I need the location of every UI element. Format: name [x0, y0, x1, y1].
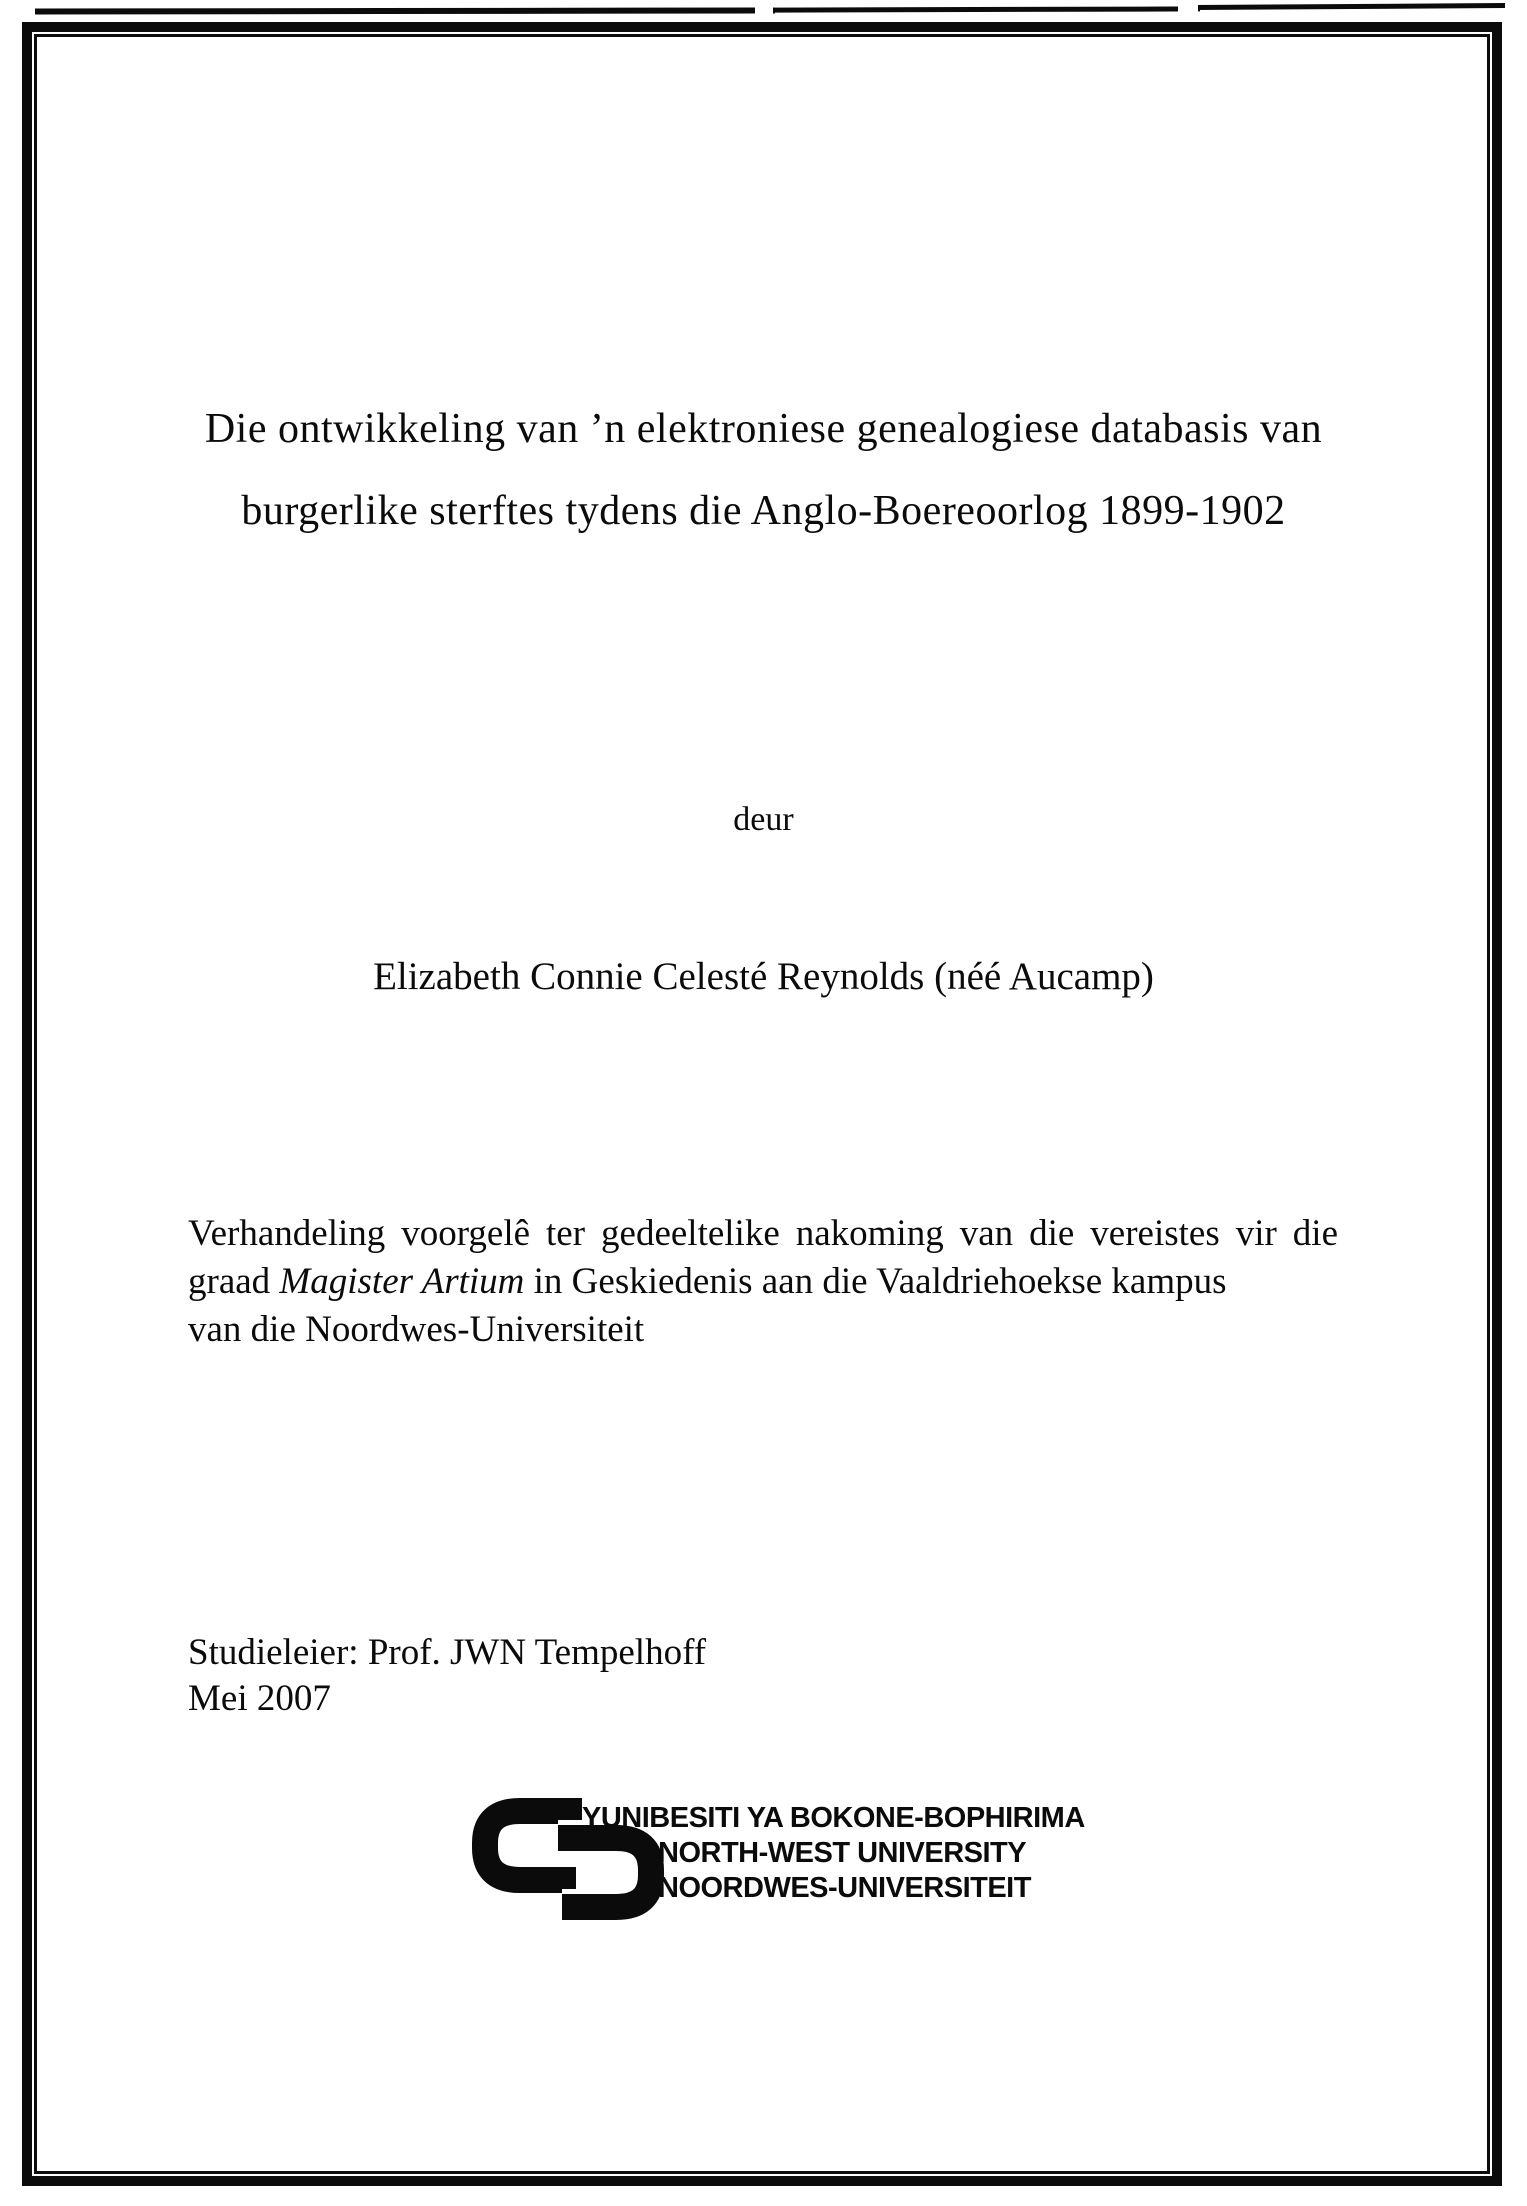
date-line: Mei 2007 — [188, 1678, 331, 1719]
thesis-title-line-2: burgerlike sterftes tydens die Anglo-Boereoorlog 1899-1902 — [241, 488, 1286, 534]
scan-artifact-streak — [770, 6, 1200, 12]
logo-text-setswana: YUNIBESITI YA BOKONE-BOPHIRIMA — [582, 1802, 1085, 1834]
logo-text-afrikaans: NOORDWES-UNIVERSITEIT — [658, 1872, 1031, 1904]
degree-name-italic: Magister Artium — [279, 1261, 525, 1302]
thesis-title — [60, 388, 1467, 552]
thesis-title-line-1: Die ontwikkeling van ’n elektroniese genealogiese databasis van — [204, 406, 1323, 452]
scan-artifact-gap — [755, 4, 773, 14]
degree-description-line-3: van die Noordwes-Universiteit — [188, 1309, 645, 1350]
scan-artifact-streak — [35, 7, 775, 14]
degree-description-line-2-post: in Geskiedenis aan die Vaaldriehoekse kampus — [524, 1261, 1227, 1302]
supervisor-line: Studieleier: Prof. JWN Tempelhoff — [188, 1632, 707, 1673]
supervisor-block — [188, 1630, 706, 1722]
byline-label: deur — [733, 801, 794, 838]
degree-description-line-2 — [188, 1258, 1338, 1306]
degree-description — [188, 1210, 1338, 1354]
degree-description-line-2-pre: graad — [188, 1261, 280, 1302]
degree-description-line-1: Verhandeling voorgelê ter gedeeltelike nakoming van die vereistes vir die — [188, 1213, 1338, 1254]
logo-text-english: NORTH-WEST UNIVERSITY — [658, 1837, 1027, 1869]
author-name: Elizabeth Connie Celesté Reynolds (néé Aucamp) — [373, 955, 1154, 998]
university-logo — [470, 1795, 1090, 1935]
scan-artifact-streak — [1195, 3, 1505, 10]
scan-artifact-gap — [1178, 4, 1198, 14]
university-logo-text — [582, 1801, 1085, 1906]
